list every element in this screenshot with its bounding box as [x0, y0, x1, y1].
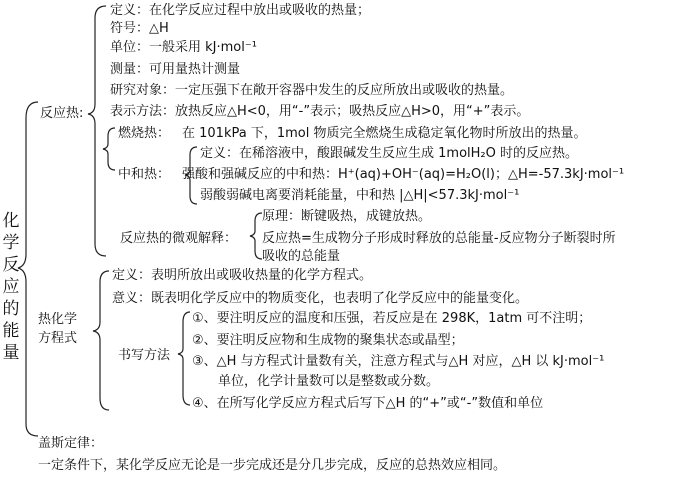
writing-rule1: ①、要注明反应的温度和压强，若反应是在 298K，1atm 可不注明； — [192, 311, 592, 326]
thermo-label-line1: 热化学 — [38, 312, 78, 327]
writing-rule2: ②、要注明反应物和生成物的聚集状态或晶型； — [192, 333, 464, 348]
hess-label: 盖斯定律： — [38, 436, 104, 451]
combustion-text: 在 101kPa 下，1mol 物质完全燃烧生成稳定氧化物时所放出的热量。 — [182, 126, 587, 141]
writing-label: 书写方法 — [118, 348, 171, 363]
reaction-heat-label: 反应热: — [40, 106, 84, 121]
thermo-brace — [93, 271, 109, 410]
rh-symbol: 符号：△H — [110, 21, 169, 36]
micro-brace — [250, 213, 262, 259]
rh-unit: 单位：一般采用 kJ·mol⁻¹ — [110, 40, 257, 55]
neutralization-label: 中和热： — [118, 167, 171, 182]
thermo-definition: 定义：表明所放出或吸收热量的化学方程式。 — [112, 268, 373, 283]
hess-text: 一定条件下，某化学反应无论是一步完成还是分几步完成，反应的总热效应相同。 — [38, 458, 507, 473]
reaction-heat-brace — [88, 6, 106, 256]
micro-principle: 原理：断键吸热，成键放热。 — [262, 209, 432, 224]
micro-line1: 反应热=生成物分子形成时释放的总能量-反应物分子断裂时所 — [262, 231, 616, 246]
micro-label: 反应热的微观解释： — [120, 231, 238, 246]
neutralization-definition: 定义：在稀溶液中，酸跟碱发生反应生成 1molH₂O 时的反应热。 — [200, 146, 578, 161]
thermo-label-line2: 方程式 — [38, 331, 78, 346]
rh-definition: 定义：在化学反应过程中放出或吸收的热量； — [110, 3, 371, 18]
writing-rule4: ④、在所写化学反应方程式后写下△H 的“+”或“-”数值和单位 — [192, 396, 544, 411]
thermo-meaning: 意义：既表明化学反应中的物质变化，也表明了化学反应中的能量变化。 — [112, 291, 529, 306]
writing-brace — [178, 312, 190, 405]
rh-object: 研究对象：一定压强下在敞开容器中发生的反应所放出或吸收的热量。 — [110, 83, 514, 98]
rh-representation: 表示方法：放热反应△H<0，用“-”表示；吸热反应△H>0，用“+”表示。 — [110, 104, 530, 119]
rh-measurement: 测量：可用量热计测量 — [110, 62, 241, 77]
neutralization-strong: 强酸和强碱反应的中和热：H⁺(aq)+OH⁻(aq)=H₂O(l)；△H=-57.3kJ·mol⁻¹ — [182, 167, 625, 182]
combustion-label: 燃烧热： — [118, 126, 171, 141]
micro-line2: 吸收的总能量 — [262, 249, 341, 264]
page-title: 化学反应的能量 — [2, 211, 20, 363]
writing-rule3-line2: 单位，化学计量数可以是整数或分数。 — [218, 374, 440, 389]
heat-type-brace — [103, 128, 115, 170]
writing-rule3-line1: ③、△H 与方程式计量数有关，注意方程式与△H 对应，△H 以 kJ·mol⁻¹ — [192, 354, 605, 369]
neutralization-weak: 弱酸弱碱电离要消耗能量，中和热 |△H|<57.3kJ·mol⁻¹ — [200, 188, 520, 203]
